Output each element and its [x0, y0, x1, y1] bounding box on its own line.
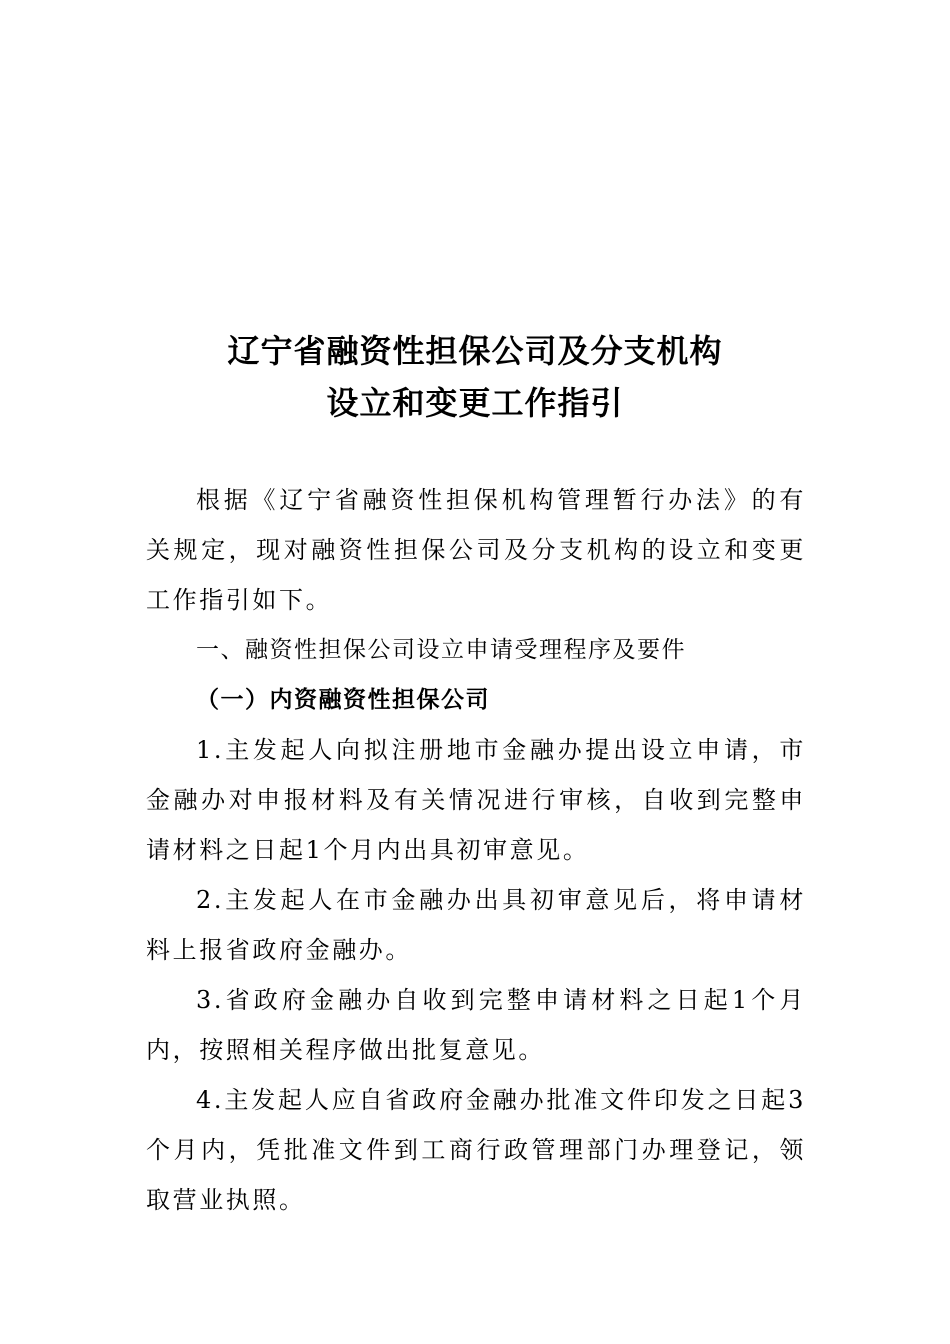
list-item-4: 4.主发起人应自省政府金融办批准文件印发之日起3个月内，凭批准文件到工商行政管理部门办理登记，领取营业执照。	[146, 1086, 806, 1214]
list-item-2: 2.主发起人在市金融办出具初审意见后，将申请材料上报省政府金融办。	[146, 886, 806, 964]
list-item-1: 1.主发起人向拟注册地市金融办提出设立申请，市金融办对申报材料及有关情况进行审核，自收到完整申请材料之日起1个月内出具初审意见。	[146, 736, 806, 864]
document-title-line-1: 辽宁省融资性担保公司及分支机构	[227, 332, 723, 370]
intro-paragraph: 根据《辽宁省融资性担保机构管理暂行办法》的有关规定，现对融资性担保公司及分支机构的设立和变更工作指引如下。	[146, 486, 806, 614]
subsection-heading-1: （一）内资融资性担保公司	[196, 687, 490, 713]
document-title-line-2: 设立和变更工作指引	[326, 384, 624, 422]
document-body	[146, 475, 806, 1225]
list-item-3: 3.省政府金融办自收到完整申请材料之日起1个月内，按照相关程序做出批复意见。	[146, 986, 806, 1064]
section-heading-1: 一、融资性担保公司设立申请受理程序及要件	[196, 637, 686, 663]
